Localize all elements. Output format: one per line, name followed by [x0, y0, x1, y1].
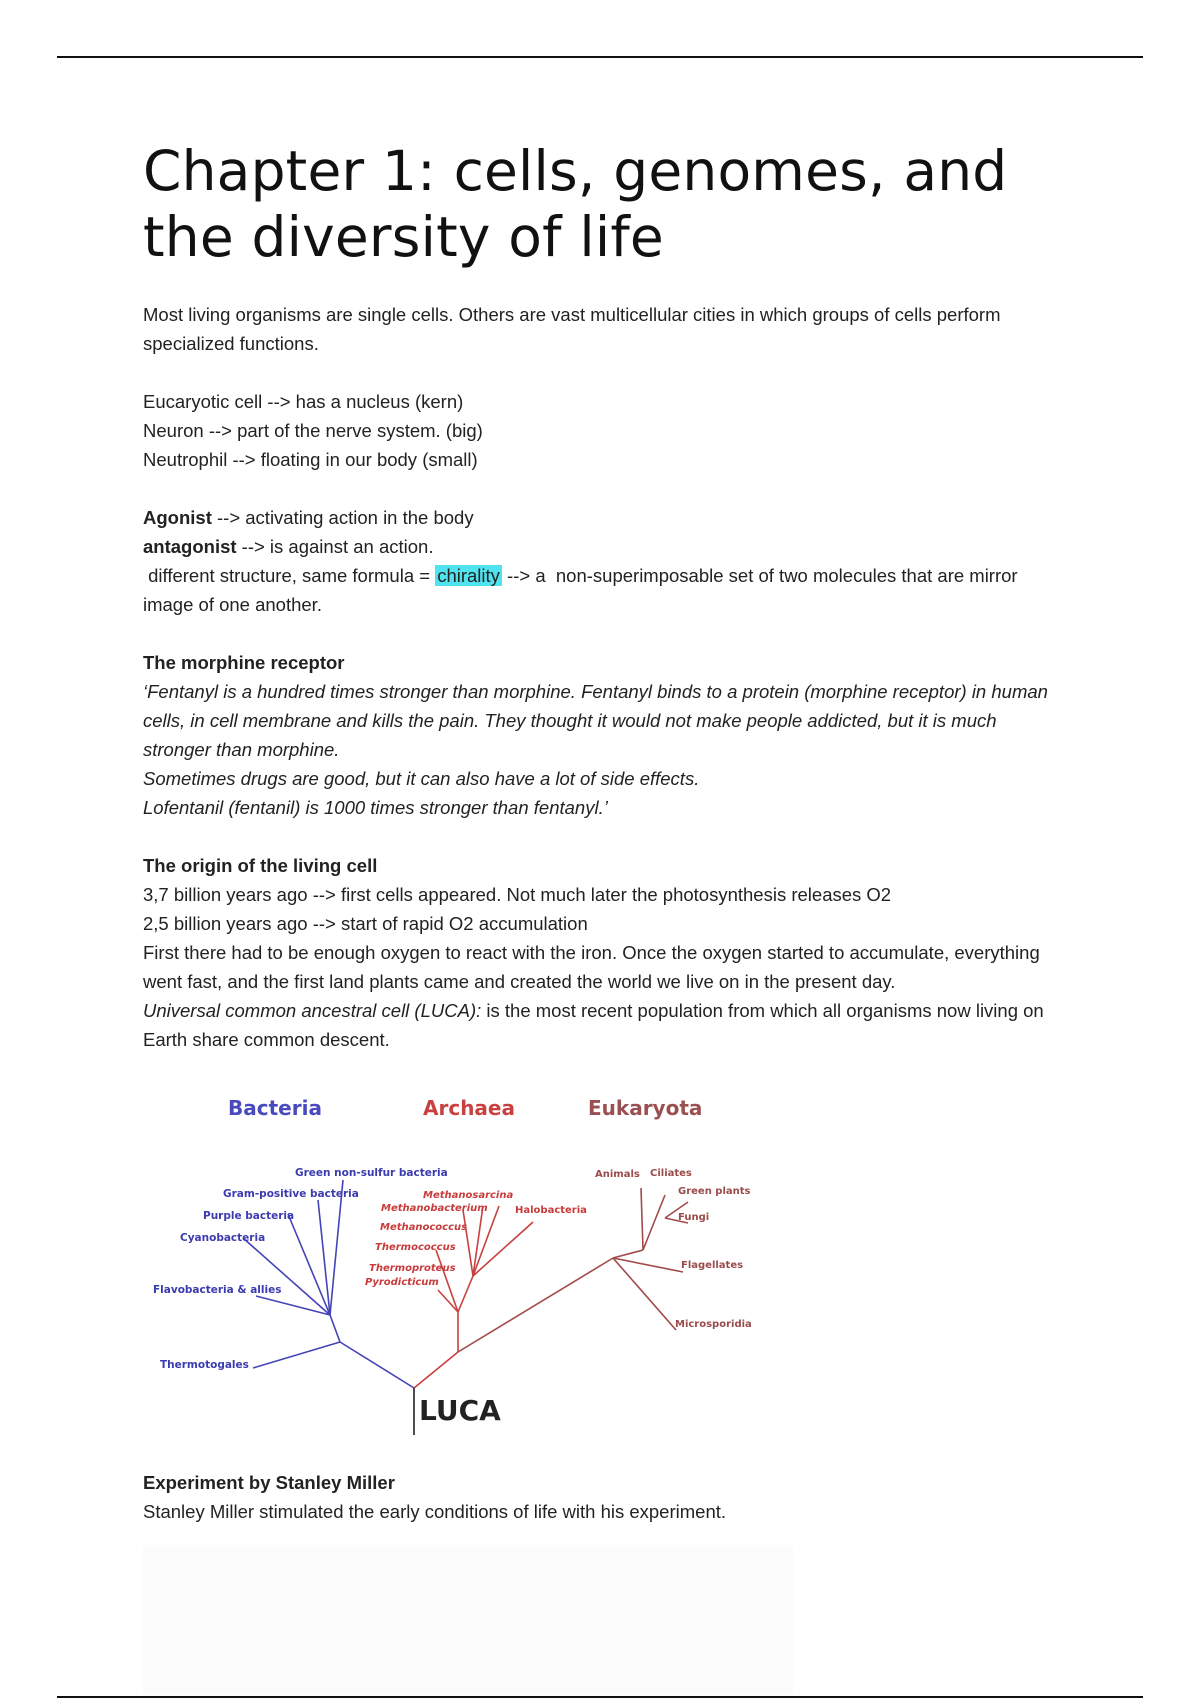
chirality-highlight: chirality [437, 565, 500, 586]
branch-eukaryota-inner [613, 1250, 643, 1258]
phylogenetic-tree-figure [143, 1090, 763, 1435]
cell-type-neutrophil: Neutrophil --> floating in our body (small) [143, 449, 478, 470]
label-methanobacterium: Methanobacterium [381, 1203, 488, 1214]
label-flavobacteria: Flavobacteria & allies [153, 1284, 282, 1296]
branch-thermococcus [436, 1250, 458, 1312]
luca-root-label: LUCA [419, 1394, 501, 1427]
chirality-line [143, 561, 1063, 619]
intro-section [143, 300, 1063, 1054]
blurred-image-placeholder [143, 1545, 793, 1695]
label-thermococcus: Thermococcus [375, 1242, 456, 1253]
phylogenetic-tree [143, 1090, 763, 1435]
branch-methanobacterium [473, 1206, 483, 1276]
morphine-quote-1: ‘Fentanyl is a hundred times stronger than morphine. Fentanyl binds to a protein (morphine receptor) in human cells, in cell membrane and kills the pain. They thought it would not make people addicted, but it is much stronger than morphine. [143, 681, 1048, 760]
label-microsporidia: Microsporidia [675, 1319, 752, 1330]
branch-ciliates [643, 1195, 665, 1250]
domain-archaea-label: Archaea [423, 1096, 515, 1120]
luca-term: Universal common ancestral cell (LUCA): [143, 1000, 482, 1021]
label-methanococcus: Methanococcus [380, 1222, 468, 1233]
label-fungi: Fungi [678, 1212, 710, 1223]
cell-type-neuron: Neuron --> part of the nerve system. (big) [143, 420, 483, 441]
miller-section [143, 1468, 1063, 1526]
branch-archaea-euk-trunk [414, 1352, 458, 1388]
branch-green-nonsulfur [330, 1180, 343, 1315]
domain-eukaryota-label: Eukaryota [588, 1096, 703, 1120]
branch-halobacteria [473, 1206, 499, 1276]
branch-bacteria-inner [330, 1315, 340, 1342]
miller-heading: Experiment by Stanley Miller [143, 1472, 395, 1493]
origin-line-3: First there had to be enough oxygen to react with the iron. Once the oxygen started to accumulate, everything went fast, and the first land plants came and created the world we live on in the present day. [143, 942, 1040, 992]
label-ciliates: Ciliates [650, 1168, 692, 1179]
morphine-quote-3: Lofentanil (fentanil) is 1000 times stronger than fentanyl.’ [143, 797, 608, 818]
origin-line-2: 2,5 billion years ago --> start of rapid O2 accumulation [143, 913, 588, 934]
chirality-definition: --> a non-superimposable set of two molecules that are mirror image of one another. [143, 565, 1023, 615]
branch-thermotogales [253, 1342, 340, 1368]
antagonist-line [143, 532, 1063, 561]
domain-bacteria-label: Bacteria [228, 1096, 322, 1120]
morphine-heading: The morphine receptor [143, 652, 345, 673]
branch-purple-bacteria [288, 1214, 330, 1315]
label-green-plants: Green plants [678, 1186, 751, 1197]
label-thermoproteus: Thermoproteus [369, 1263, 456, 1274]
agonist-definition: --> activating action in the body [211, 507, 474, 528]
branch-methanococcus [473, 1222, 533, 1276]
label-methanosarcina: Methanosarcina [423, 1190, 514, 1201]
antagonist-term: antagonist [143, 536, 237, 557]
document-body [143, 138, 1063, 1054]
chirality-prefix: different structure, same formula = [143, 565, 436, 586]
miller-text: Stanley Miller stimulated the early conditions of life with his experiment. [143, 1501, 727, 1522]
branch-bacteria-trunk [340, 1342, 414, 1388]
archaea-branches [414, 1206, 533, 1388]
label-cyanobacteria: Cyanobacteria [180, 1232, 266, 1244]
label-flagellates: Flagellates [681, 1260, 744, 1271]
eukaryota-labels [595, 1168, 752, 1330]
label-green-nonsulfur: Green non-sulfur bacteria [295, 1167, 448, 1179]
branch-animals [641, 1188, 643, 1250]
luca-definition: is the most recent population from which all organisms now living on Earth share common descent. [143, 1000, 1044, 1050]
label-pyrodicticum: Pyrodicticum [365, 1277, 439, 1288]
intro-paragraph: Most living organisms are single cells. Others are vast multicellular cities in which groups of cells perform specialized functions. [143, 304, 1001, 354]
antagonist-definition: --> is against an action. [236, 536, 434, 557]
branch-archaea-upper [458, 1276, 473, 1312]
branch-gram-positive [318, 1200, 330, 1315]
label-thermotogales: Thermotogales [160, 1359, 249, 1371]
branch-eukaryota-trunk [458, 1258, 613, 1352]
page-title: Chapter 1: cells, genomes, and the diversity of life [143, 139, 1008, 269]
cell-type-eucaryotic: Eucaryotic cell --> has a nucleus (kern) [143, 391, 464, 412]
morphine-quote-2: Sometimes drugs are good, but it can also have a lot of side effects. [143, 768, 700, 789]
branch-methanosarcina [463, 1210, 473, 1276]
top-rule [57, 56, 1143, 58]
label-animals: Animals [595, 1169, 640, 1180]
label-gram-positive: Gram-positive bacteria [223, 1188, 359, 1200]
label-halobacteria: Halobacteria [515, 1205, 587, 1216]
origin-line-1: 3,7 billion years ago --> first cells appeared. Not much later the photosynthesis releases O2 [143, 884, 892, 905]
bottom-rule [57, 1696, 1143, 1698]
label-purple-bacteria: Purple bacteria [203, 1210, 295, 1222]
agonist-line [143, 503, 1063, 532]
agonist-term: Agonist [143, 507, 212, 528]
origin-heading: The origin of the living cell [143, 855, 378, 876]
branch-thermoproteus [438, 1290, 458, 1312]
luca-line [143, 996, 1063, 1054]
